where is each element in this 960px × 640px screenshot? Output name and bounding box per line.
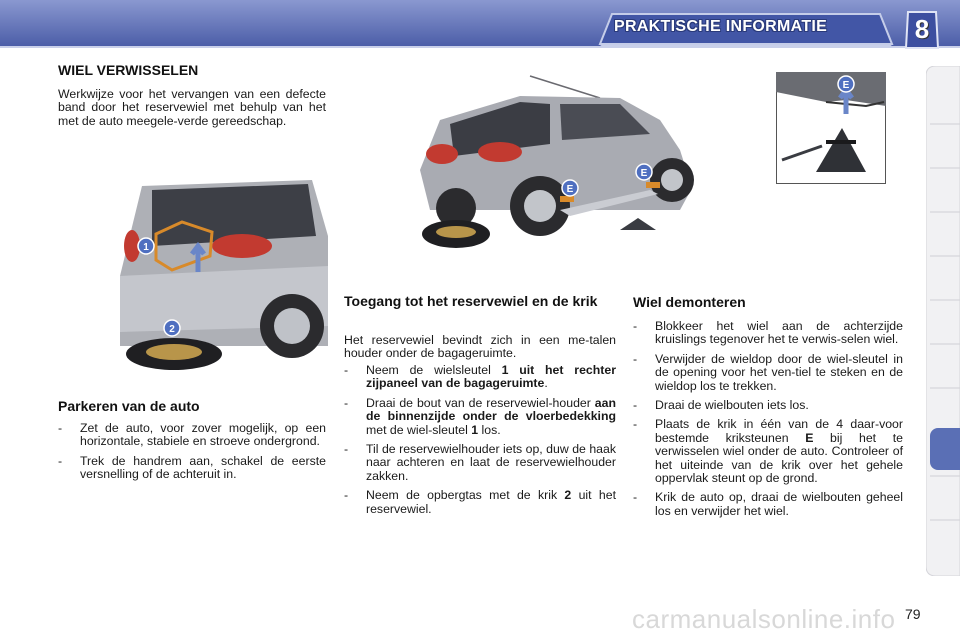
demonteren-title: Wiel demonteren <box>633 294 746 310</box>
side-tab-active[interactable] <box>930 428 960 470</box>
car-side-illustration <box>410 70 700 260</box>
side-tab-strip <box>926 66 960 576</box>
toegang-list <box>344 364 616 522</box>
main-title: WIEL VERWISSELEN <box>58 62 199 78</box>
demonteren-list <box>633 320 903 524</box>
callout-e-left: E <box>566 184 574 195</box>
jack-illustration <box>776 72 886 184</box>
list-item: - Blokkeer het wiel aan de achterzijde kruislings tegenover het te verwis-selen wiel. <box>633 320 903 347</box>
trunk-illustration <box>112 176 328 376</box>
callout-2: 2 <box>169 324 175 335</box>
list-item: - Neem de wielsleutel 1 uit het rechter zijpaneel van de bagageruimte. <box>344 364 616 391</box>
page-number: 79 <box>905 606 921 622</box>
watermark: carmanualsonline.info <box>632 604 896 634</box>
list-item: - Verwijder de wieldop door de wiel-sleutel in de opening voor het ven-tiel te steken en de wieldop los te trekken. <box>633 353 903 393</box>
parkeren-title: Parkeren van de auto <box>58 398 200 414</box>
list-item: - Krik de auto op, draai de wielbouten geheel los en verwijder het wiel. <box>633 491 903 518</box>
parkeren-list <box>58 422 326 488</box>
list-item: - Plaats de krik in één van de 4 daar-voor bestemde kriksteunen E bij het te verwisselen wiel onder de auto. Controleer of het uiteinde van de krik over het gehele oppervlak steunt op de grond. <box>633 418 903 485</box>
toegang-title: Toegang tot het reservewiel en de krik <box>344 293 598 309</box>
list-item: - Draai de wielbouten iets los. <box>633 399 903 412</box>
list-item: - Trek de handrem aan, schakel de eerste versnelling of de achteruit in. <box>58 455 326 482</box>
list-item: - Draai de bout van de reservewiel-houder aan de binnenzijde onder de vloerbedekking met de wiel-sleutel 1 los. <box>344 397 616 437</box>
list-item: - Til de reservewielhouder iets op, duw de haak naar achteren en laat de reservewielhouder zakken. <box>344 443 616 483</box>
list-item: - Zet de auto, voor zover mogelijk, op een horizontale, stabiele en stroeve ondergrond. <box>58 422 326 449</box>
chapter-number: 8 <box>914 14 930 44</box>
chapter-title: PRAKTISCHE INFORMATIE <box>614 18 828 35</box>
toegang-intro: Het reservewiel bevindt zich in een me-talen houder onder de bagageruimte. <box>344 333 616 361</box>
intro-text: Werkwijze voor het vervangen van een defecte band door het reservewiel met behulp van het met de auto meegele-verde gereedschap. <box>58 87 326 128</box>
callout-e-jack: E <box>842 80 850 91</box>
callout-1: 1 <box>143 242 149 253</box>
callout-e-right: E <box>640 168 648 179</box>
list-item: - Neem de opbergtas met de krik 2 uit het reservewiel. <box>344 489 616 516</box>
